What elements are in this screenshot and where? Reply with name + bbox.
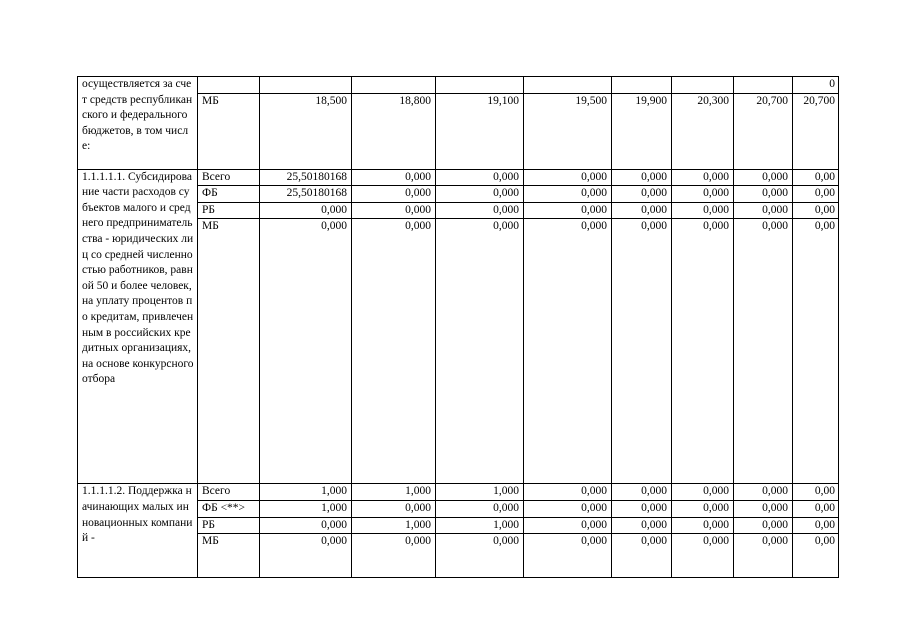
value-cell: 0,000 — [436, 169, 524, 186]
budget-type: ФБ <**> — [198, 500, 260, 517]
value-cell: 1,000 — [352, 484, 436, 501]
value-cell: 0,00 — [793, 484, 839, 501]
value-cell: 0,000 — [524, 500, 612, 517]
value-cell — [524, 77, 612, 94]
value-cell: 0,000 — [524, 534, 612, 578]
value-cell: 0,000 — [524, 219, 612, 484]
value-cell: 0,000 — [672, 169, 734, 186]
value-cell: 0,000 — [524, 186, 612, 203]
value-cell: 0,00 — [793, 186, 839, 203]
value-cell: 0,000 — [436, 186, 524, 203]
value-cell: 0,00 — [793, 202, 839, 219]
budget-type: МБ — [198, 93, 260, 169]
value-cell: 0,000 — [352, 219, 436, 484]
value-cell: 0,000 — [734, 202, 793, 219]
value-cell: 0,000 — [260, 219, 352, 484]
value-cell: 1,000 — [260, 500, 352, 517]
value-cell: 0 — [793, 77, 839, 94]
value-cell: 1,000 — [436, 517, 524, 534]
value-cell: 0,000 — [524, 517, 612, 534]
budget-type: РБ — [198, 202, 260, 219]
value-cell: 0,000 — [734, 169, 793, 186]
value-cell: 20,700 — [793, 93, 839, 169]
budget-type — [198, 77, 260, 94]
value-cell: 0,000 — [672, 517, 734, 534]
value-cell — [612, 77, 672, 94]
value-cell: 20,300 — [672, 93, 734, 169]
value-cell: 0,000 — [612, 500, 672, 517]
budget-type: ФБ — [198, 186, 260, 203]
value-cell: 0,000 — [524, 169, 612, 186]
value-cell: 0,000 — [352, 500, 436, 517]
value-cell: 0,00 — [793, 517, 839, 534]
value-cell: 0,000 — [612, 517, 672, 534]
value-cell: 0,000 — [436, 202, 524, 219]
value-cell: 0,000 — [352, 534, 436, 578]
value-cell: 0,00 — [793, 219, 839, 484]
table-row — [78, 77, 839, 94]
value-cell: 0,00 — [793, 500, 839, 517]
value-cell: 0,000 — [734, 219, 793, 484]
value-cell: 1,000 — [436, 484, 524, 501]
row-description: осуществляется за счет средств республиканского и федерального бюджетов, в том числе: — [78, 77, 198, 170]
value-cell: 0,000 — [352, 169, 436, 186]
value-cell: 0,000 — [734, 186, 793, 203]
value-cell: 25,50180168 — [260, 169, 352, 186]
budget-type: Всего — [198, 484, 260, 501]
budget-type: МБ — [198, 534, 260, 578]
value-cell: 19,500 — [524, 93, 612, 169]
funding-table — [77, 76, 839, 578]
value-cell: 0,000 — [612, 169, 672, 186]
value-cell: 0,000 — [672, 186, 734, 203]
value-cell — [260, 77, 352, 94]
value-cell: 18,500 — [260, 93, 352, 169]
budget-type: МБ — [198, 219, 260, 484]
value-cell: 0,000 — [672, 500, 734, 517]
value-cell: 0,000 — [436, 534, 524, 578]
value-cell: 0,000 — [734, 517, 793, 534]
value-cell — [352, 77, 436, 94]
value-cell: 0,000 — [524, 484, 612, 501]
value-cell: 18,800 — [352, 93, 436, 169]
value-cell: 20,700 — [734, 93, 793, 169]
row-description: 1.1.1.1.1. Субсидирование части расходов субъектов малого и среднего предпринимательства - юридических лиц со средней численностью работников, равной 50 и более человек, на уплату процентов по кредитам, привлеченным в российских кредитных организациях, на основе конкурсного отбора — [78, 169, 198, 484]
table-row — [78, 484, 839, 501]
value-cell: 0,000 — [436, 219, 524, 484]
value-cell: 0,000 — [352, 186, 436, 203]
value-cell — [672, 77, 734, 94]
value-cell: 19,900 — [612, 93, 672, 169]
value-cell: 0,000 — [612, 219, 672, 484]
value-cell: 25,50180168 — [260, 186, 352, 203]
value-cell: 0,000 — [352, 202, 436, 219]
value-cell: 0,000 — [612, 202, 672, 219]
value-cell: 0,000 — [612, 534, 672, 578]
value-cell: 0,000 — [612, 484, 672, 501]
value-cell: 0,000 — [524, 202, 612, 219]
value-cell: 0,00 — [793, 534, 839, 578]
value-cell: 0,000 — [260, 202, 352, 219]
budget-type: Всего — [198, 169, 260, 186]
value-cell: 19,100 — [436, 93, 524, 169]
value-cell: 0,000 — [672, 202, 734, 219]
value-cell: 0,000 — [734, 534, 793, 578]
value-cell: 0,000 — [734, 484, 793, 501]
row-description: 1.1.1.1.2. Поддержка начинающих малых инновационных компаний - — [78, 484, 198, 578]
value-cell: 1,000 — [260, 484, 352, 501]
value-cell: 0,000 — [260, 517, 352, 534]
value-cell: 0,000 — [436, 500, 524, 517]
value-cell — [734, 77, 793, 94]
value-cell: 0,000 — [672, 484, 734, 501]
value-cell: 0,000 — [672, 219, 734, 484]
budget-type: РБ — [198, 517, 260, 534]
value-cell: 0,000 — [672, 534, 734, 578]
value-cell: 0,000 — [734, 500, 793, 517]
value-cell: 1,000 — [352, 517, 436, 534]
value-cell — [436, 77, 524, 94]
table-row — [78, 169, 839, 186]
value-cell: 0,000 — [260, 534, 352, 578]
value-cell: 0,000 — [612, 186, 672, 203]
value-cell: 0,00 — [793, 169, 839, 186]
